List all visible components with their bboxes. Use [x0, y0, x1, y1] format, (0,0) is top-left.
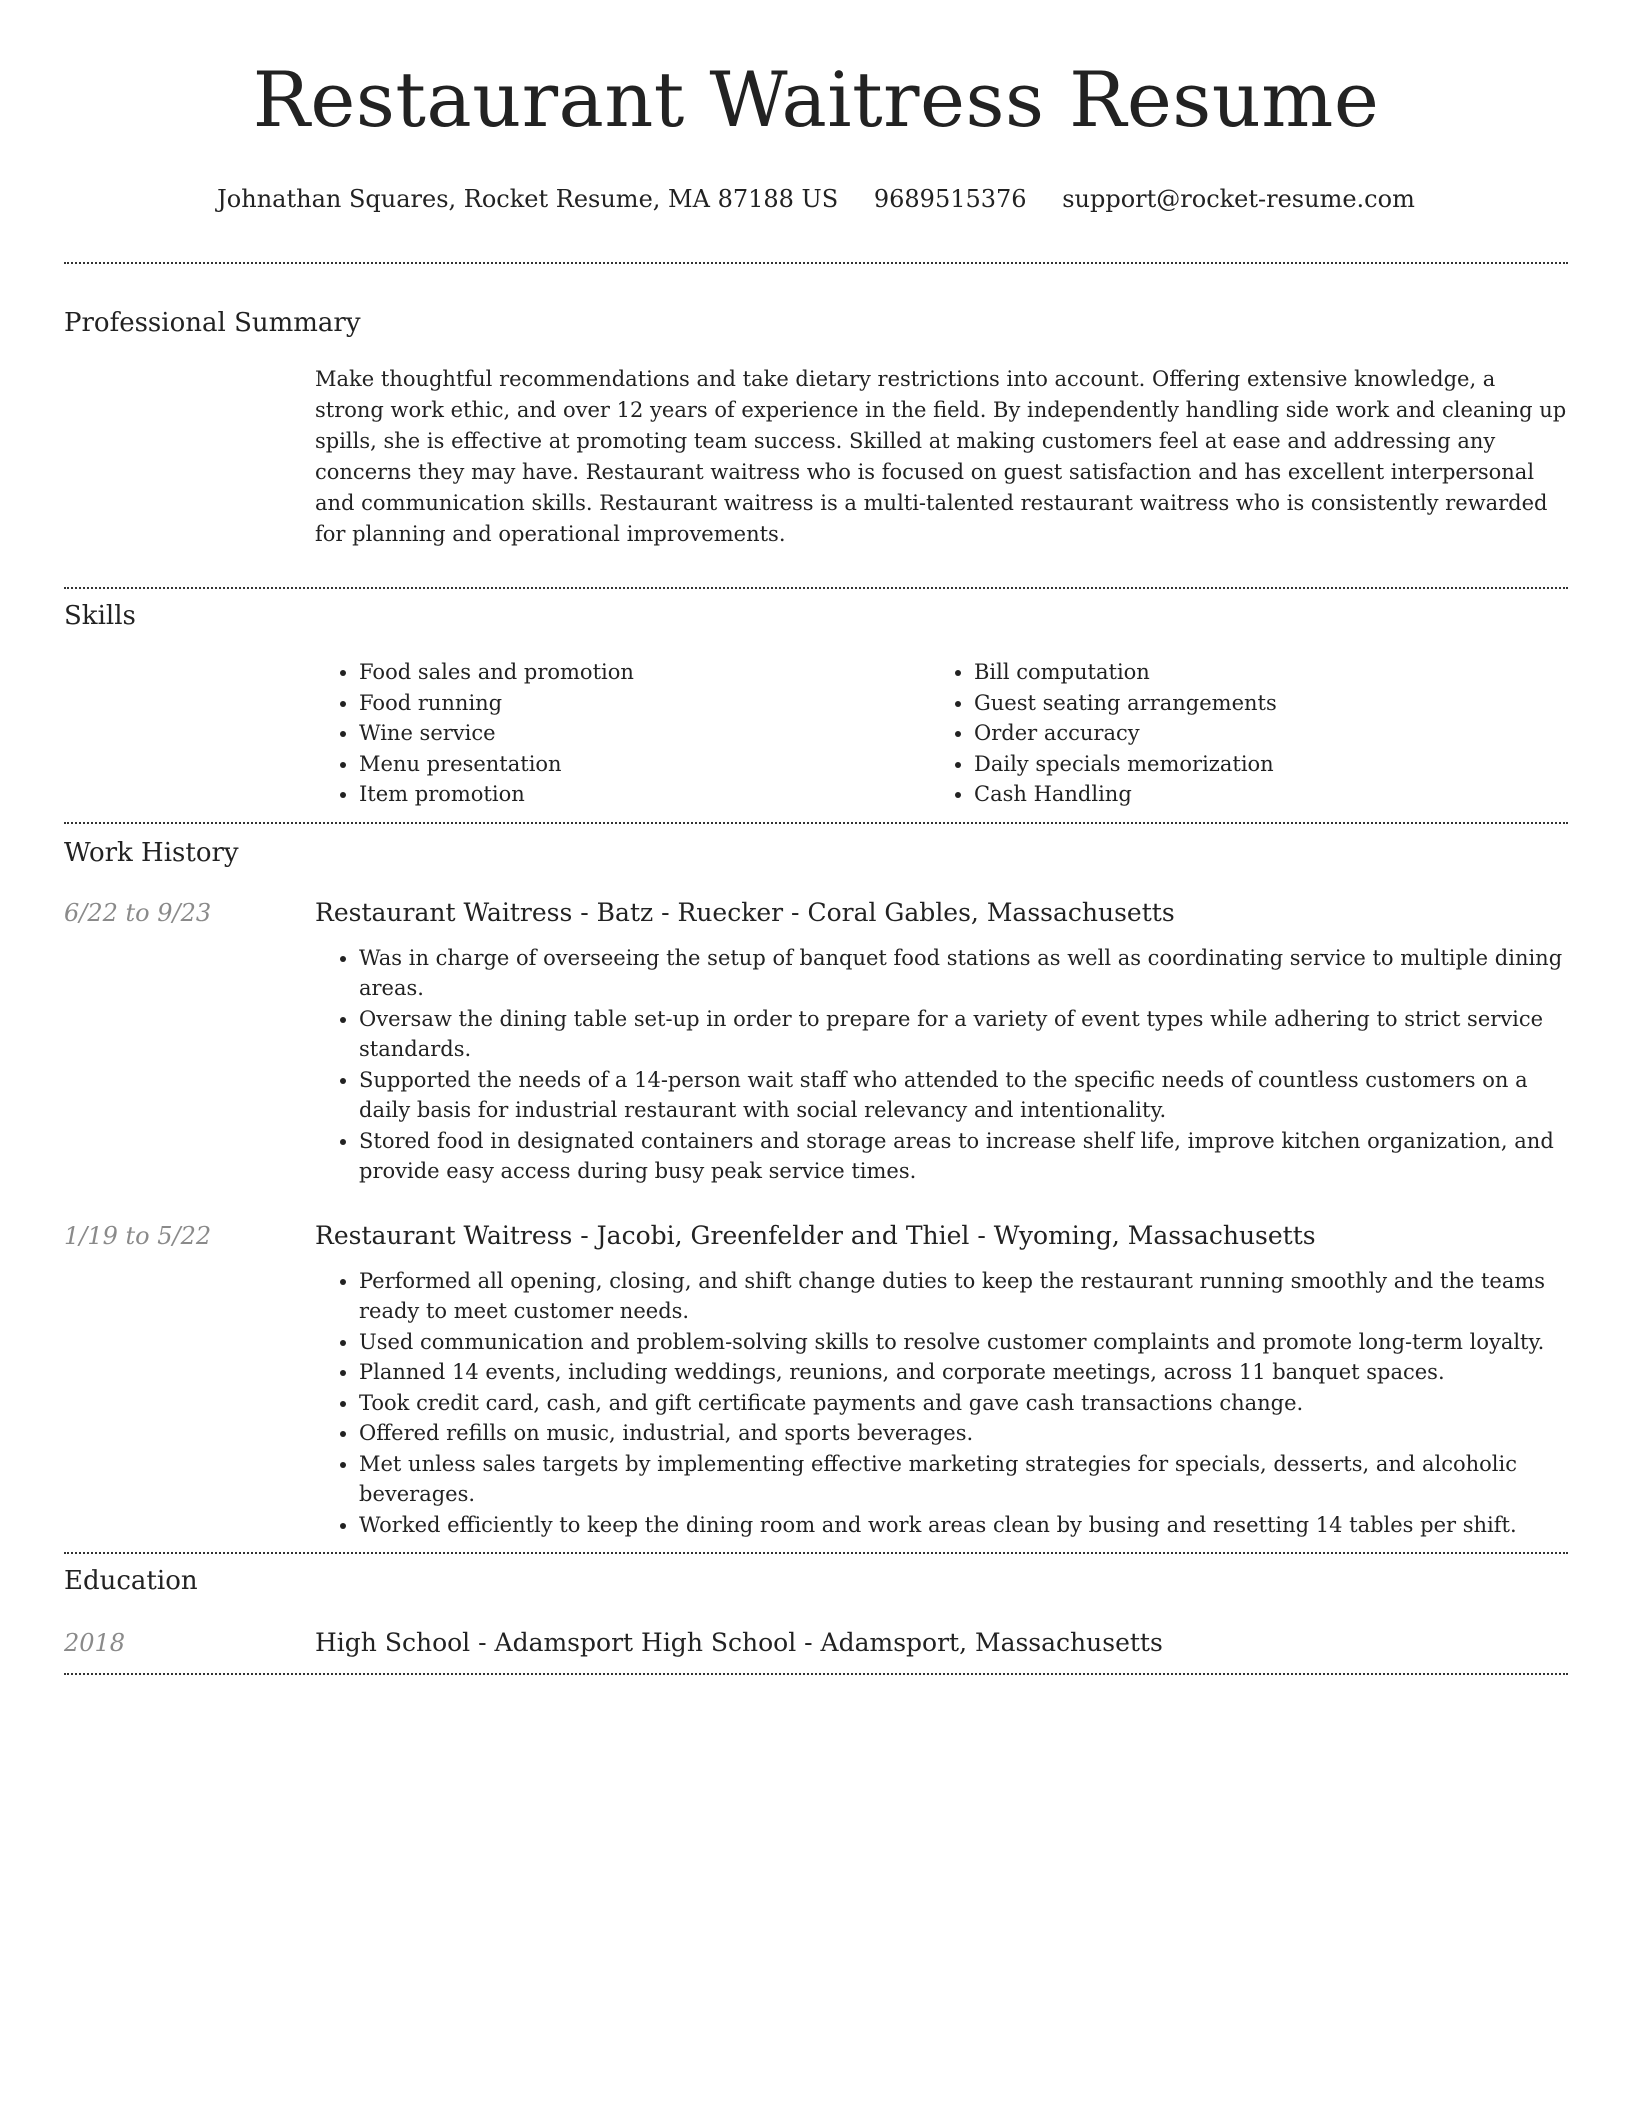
skill-item: • Menu presentation	[359, 749, 930, 780]
job-bullet: • Met unless sales targets by implementing effective marketing strategies for specials, desserts, and alcoholic beverages.	[359, 1449, 1568, 1510]
skill-item: • Wine service	[359, 718, 930, 749]
job-bullet: • Took credit card, cash, and gift certificate payments and gave cash transactions change.	[359, 1388, 1568, 1419]
skills-list-left	[315, 657, 930, 810]
job-header	[64, 898, 1568, 927]
education-section	[64, 1554, 1568, 1673]
section-heading-work: Work History	[64, 837, 239, 868]
section-heading-skills: Skills	[64, 601, 136, 631]
job-bullets	[315, 943, 1568, 1187]
job-bullet: • Stored food in designated containers and storage areas to increase shelf life, improve kitchen organization, and provide easy access during busy peak service times.	[359, 1126, 1568, 1187]
job-bullet: • Oversaw the dining table set-up in order to prepare for a variety of event types while adhering to strict service standards.	[359, 1004, 1568, 1065]
job-bullet: • Used communication and problem-solving skills to resolve customer complaints and promote long-term loyalty.	[359, 1327, 1568, 1358]
skill-item: • Cash Handling	[974, 779, 1545, 810]
section-heading-education: Education	[64, 1566, 198, 1596]
skill-item: • Food running	[359, 688, 930, 719]
summary-section	[64, 264, 1568, 587]
job-bullet: • Worked efficiently to keep the dining room and work areas clean by busing and resetting 14 tables per shift.	[359, 1510, 1568, 1541]
job-header	[64, 1221, 1568, 1250]
job-entry	[64, 1221, 1568, 1541]
job-title: Restaurant Waitress - Jacobi, Greenfelder and Thiel - Wyoming, Massachusetts	[315, 1220, 1316, 1250]
skills-columns	[315, 657, 1568, 810]
contact-line	[64, 184, 1568, 214]
skills-section	[64, 589, 1568, 822]
summary-text: Make thoughtful recommendations and take dietary restrictions into account. Offering extensive knowledge, a strong work ethic, and over 12 years of experience in the field. By independently handling side work and cleaning up spills, she is effective at promoting team success. Skilled at making customers feel at ease and addressing any concerns they may have. Restaurant waitress who is focused on guest satisfaction and has excellent interpersonal and communication skills. Restaurant waitress is a multi-talented restaurant waitress who is consistently rewarded for planning and operational improvements.	[315, 367, 1567, 546]
education-year: 2018	[64, 1629, 126, 1657]
skill-item: • Item promotion	[359, 779, 930, 810]
skill-item: • Guest seating arrangements	[974, 688, 1545, 719]
education-detail: High School - Adamsport High School - Adamsport, Massachusetts	[315, 1628, 1163, 1657]
job-title: Restaurant Waitress - Batz - Ruecker - Coral Gables, Massachusetts	[315, 897, 1175, 927]
job-bullets	[315, 1266, 1568, 1541]
job-dates: 6/22 to 9/23	[64, 898, 212, 927]
skill-item: • Food sales and promotion	[359, 657, 930, 688]
job-dates: 1/19 to 5/22	[64, 1221, 212, 1250]
contact-phone: 9689515376	[873, 185, 1027, 213]
skill-item: • Order accuracy	[974, 718, 1545, 749]
resume-title: Restaurant Waitress Resume	[252, 55, 1380, 144]
job-bullet: • Performed all opening, closing, and shift change duties to keep the restaurant running smoothly and the teams ready to meet customer needs.	[359, 1266, 1568, 1327]
education-entry	[64, 1628, 1568, 1657]
divider	[64, 1673, 1568, 1675]
skill-item: • Daily specials memorization	[974, 749, 1545, 780]
skill-item: • Bill computation	[974, 657, 1545, 688]
job-bullet: • Planned 14 events, including weddings, reunions, and corporate meetings, across 11 banquet spaces.	[359, 1357, 1568, 1388]
job-bullet: • Was in charge of overseeing the setup of banquet food stations as well as coordinating service to multiple dining areas.	[359, 943, 1568, 1004]
skills-list-right	[930, 657, 1545, 810]
job-bullet: • Supported the needs of a 14-person wait staff who attended to the specific needs of countless customers on a daily basis for industrial restaurant with social relevancy and intentionality.	[359, 1065, 1568, 1126]
contact-email: support@rocket-resume.com	[1062, 185, 1415, 213]
job-bullet: • Offered refills on music, industrial, and sports beverages.	[359, 1418, 1568, 1449]
work-history-section	[64, 824, 1568, 1553]
contact-address: Johnathan Squares, Rocket Resume, MA 87188 US	[217, 185, 839, 213]
job-entry	[64, 898, 1568, 1187]
section-heading-summary: Professional Summary	[64, 308, 361, 338]
